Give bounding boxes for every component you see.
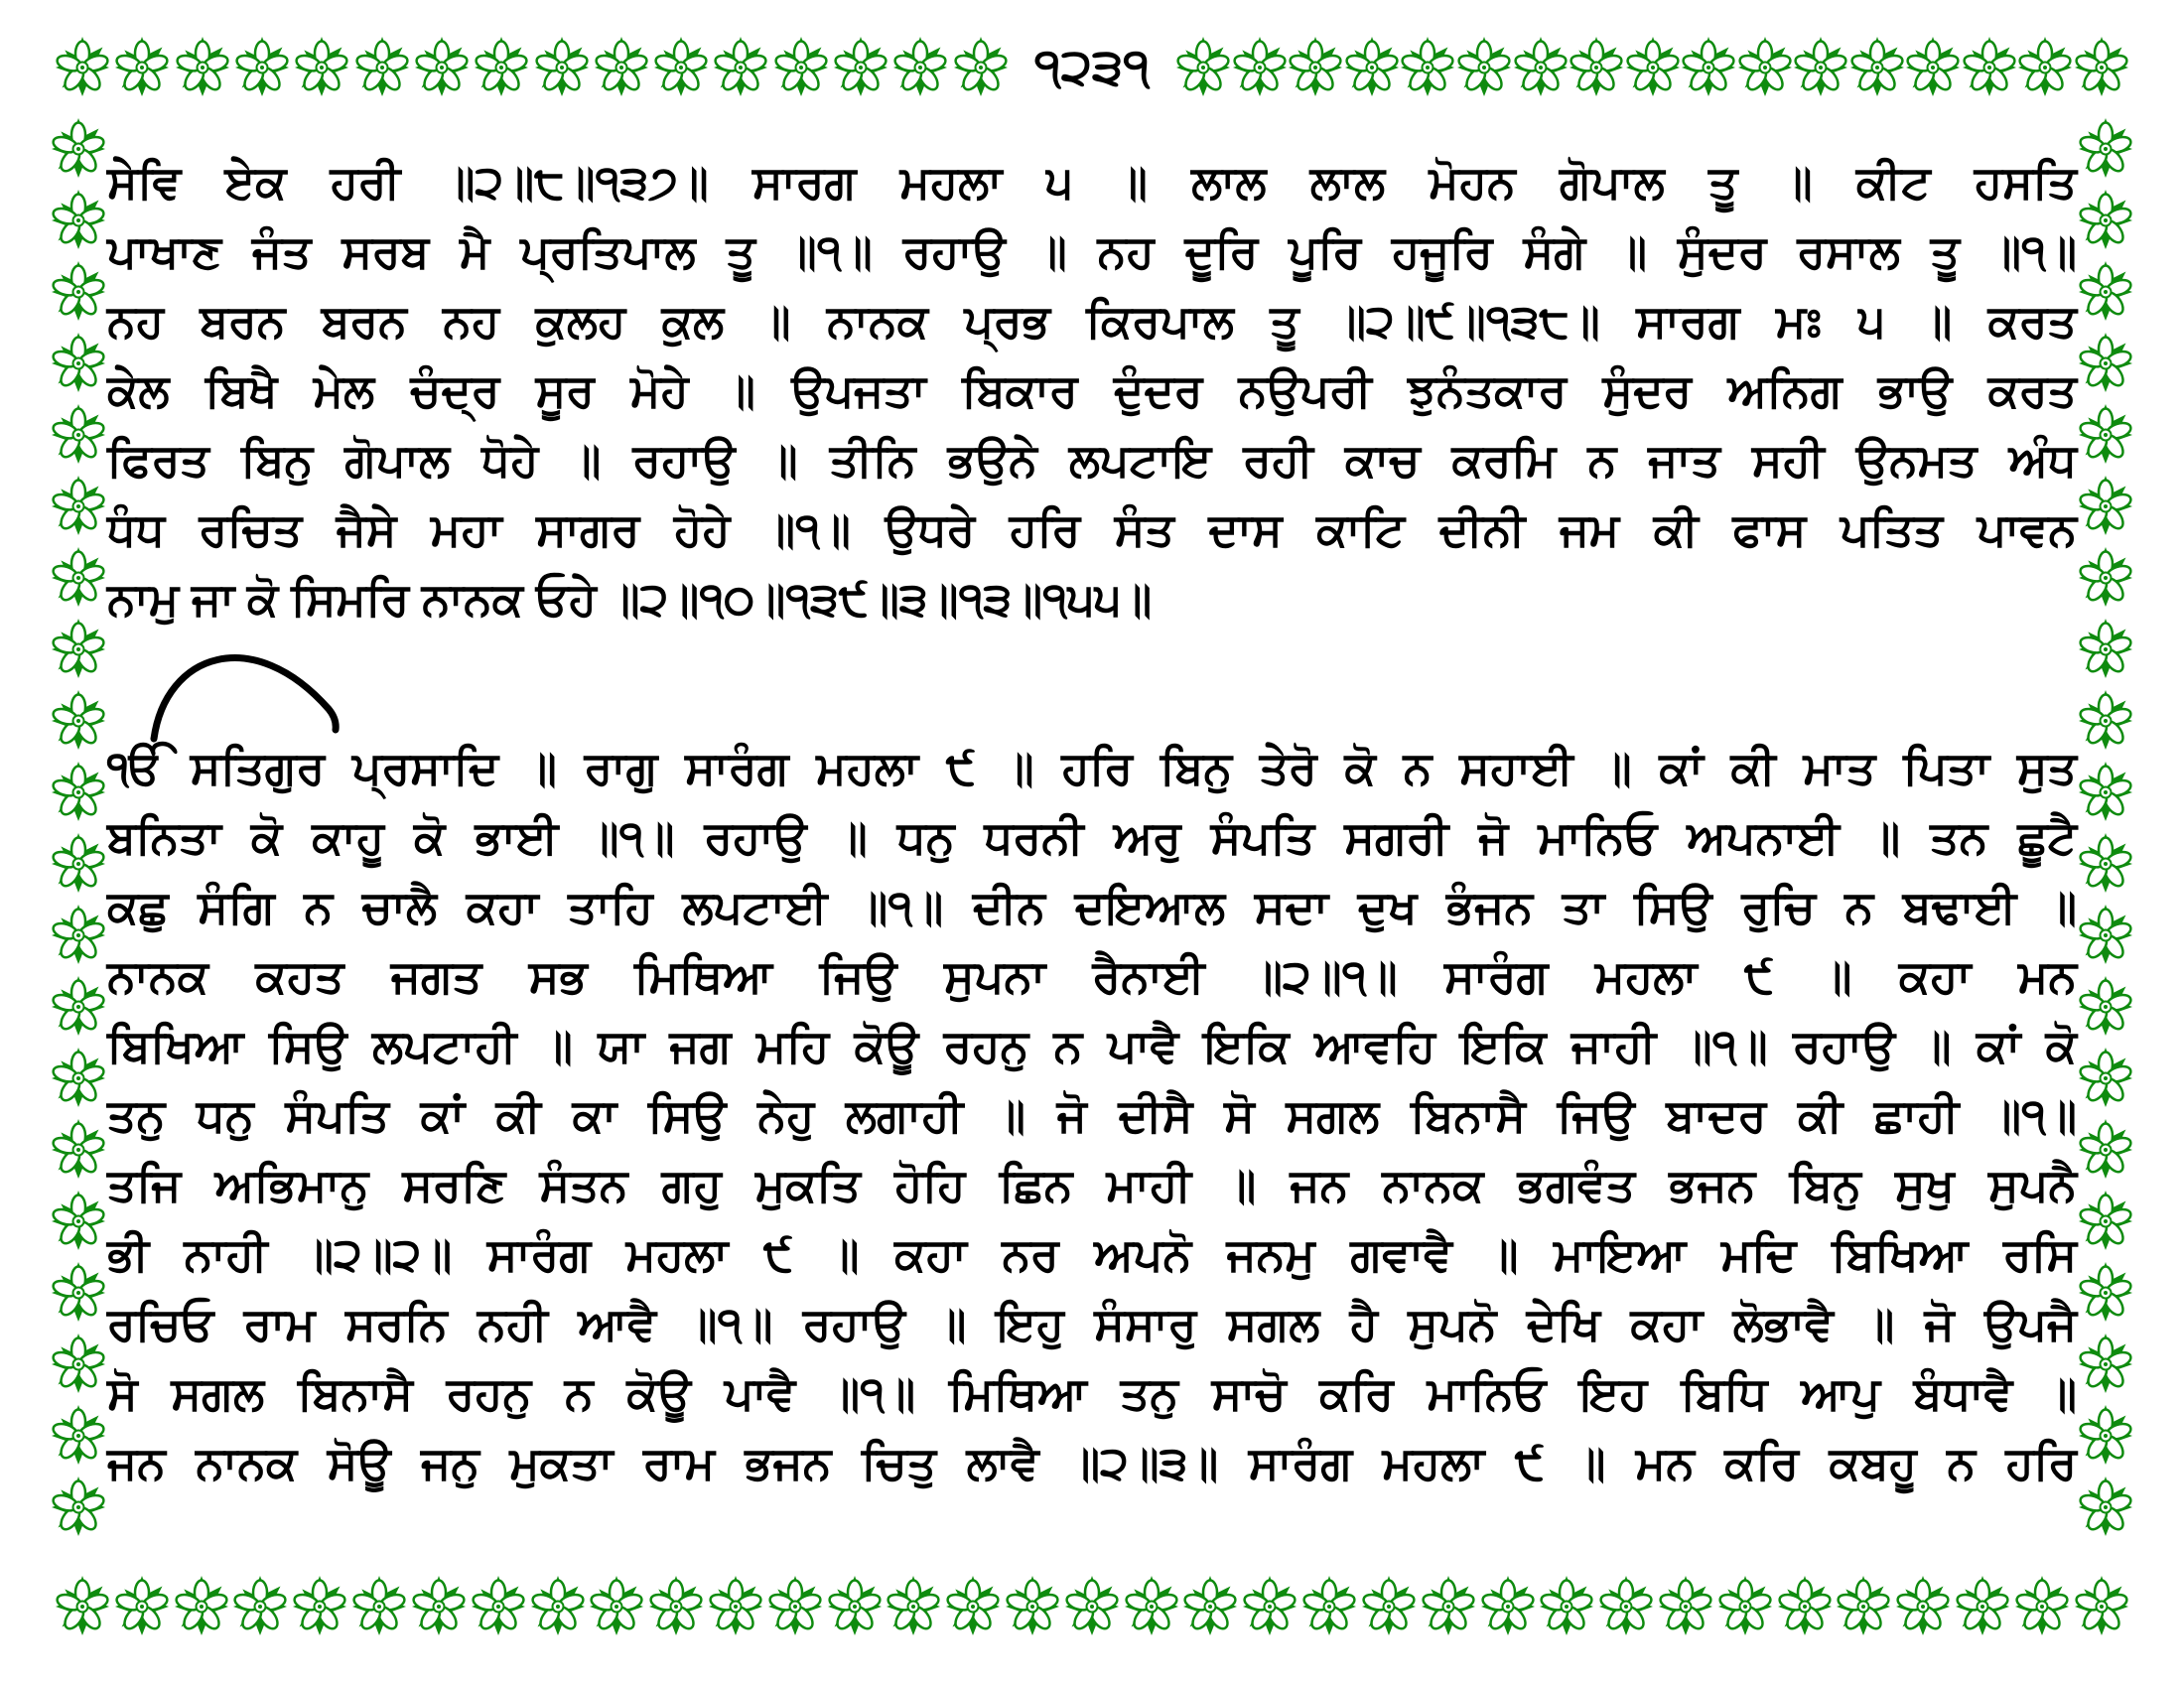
scripture-line: ਕਛੁ ਸੰਗਿ ਨ ਚਾਲੈ ਕਹਾ ਤਾਹਿ ਲਪਟਾਈ ॥੧॥ ਦੀਨ ਦਇਆਲ ਸਦਾ ਦੁਖ ਭੰਜਨ ਤਾ ਸਿਉ ਰੁਚਿ ਨ ਬਢਾਈ ॥ (107, 881, 2077, 932)
flower-ornament-icon (1124, 1575, 1179, 1636)
flower-ornament-icon (1344, 36, 1400, 97)
flower-ornament-icon (1005, 1575, 1060, 1636)
flower-ornament-icon (1301, 1575, 1357, 1636)
flower-ornament-icon (1361, 1575, 1417, 1636)
flower-ornament-icon (51, 1118, 106, 1180)
flower-ornament-icon (55, 36, 110, 97)
flower-ornament-icon (2078, 1333, 2133, 1394)
flower-ornament-icon (51, 904, 106, 965)
flower-ornament-icon (1182, 1575, 1238, 1636)
flower-ornament-icon (292, 1575, 347, 1636)
flower-ornament-icon (1242, 1575, 1297, 1636)
flower-ornament-icon (51, 618, 106, 679)
flower-ornament-icon (1400, 36, 1455, 97)
flower-ornament-icon (1232, 36, 1288, 97)
flower-ornament-icon (2078, 1404, 2133, 1466)
flower-ornament-icon (51, 403, 106, 465)
flower-ornament-icon (232, 1575, 288, 1636)
scripture-line: ਸੇਵਿ ਏਕ ਹਰੀ ॥੨॥੮॥੧੩੭॥ ਸਾਰਗ ਮਹਲਾ ੫ ॥ ਲਾਲ ਲਾਲ ਮੋਹਨ ਗੋਪਾਲ ਤੂ ॥ ਕੀਟ ਹਸਤਿ (107, 156, 2077, 208)
flower-ornament-icon (833, 36, 888, 97)
scripture-text (107, 147, 2077, 1497)
flower-ornament-icon (2078, 1261, 2133, 1323)
flower-ornament-icon (534, 36, 590, 97)
flower-ornament-icon (2078, 689, 2133, 751)
flower-ornament-icon (51, 1047, 106, 1108)
flower-ornament-icon (827, 1575, 883, 1636)
border-top (55, 36, 2129, 97)
scripture-line: ਰਚਿਓ ਰਾਮ ਸਰਨਿ ਨਹੀ ਆਵੈ ॥੧॥ ਰਹਾਉ ॥ ਇਹੁ ਸੰਸਾਰੁ ਸਗਲ ਹੈ ਸੁਪਨੋ ਦੇਖਿ ਕਹਾ ਲੋਭਾਵੈ ॥ ਜੋ ਉਪਜੈ (107, 1298, 2077, 1349)
scripture-line: ਫਿਰਤ ਬਿਨੁ ਗੋਪਾਲ ਧੋਹੇ ॥ ਰਹਾਉ ॥ ਤੀਨਿ ਭਉਨੇ ਲਪਟਾਇ ਰਹੀ ਕਾਚ ਕਰਮਿ ਨ ਜਾਤ ਸਹੀ ਉਨਮਤ ਅੰਧ (107, 434, 2077, 486)
flower-ornament-icon (1064, 1575, 1120, 1636)
flower-ornament-icon (51, 761, 106, 822)
flower-ornament-icon (51, 117, 106, 179)
scripture-line: ਸੋ ਸਗਲ ਬਿਨਾਸੈ ਰਹਨੁ ਨ ਕੋਊ ਪਾਵੈ ॥੧॥ ਮਿਥਿਆ ਤਨੁ ਸਾਚੋ ਕਰਿ ਮਾਨਿਓ ਇਹ ਬਿਧਿ ਆਪੁ ਬੰਧਾਵੈ ॥ (107, 1367, 2077, 1419)
flower-ornament-icon (2017, 36, 2073, 97)
flower-ornament-icon (1569, 36, 1624, 97)
flower-ornament-icon (51, 260, 106, 322)
flower-ornament-icon (2078, 260, 2133, 322)
scripture-line: ਕੇਲ ਬਿਖੈ ਮੇਲ ਚੰਦ੍ਰ ਸੂਰ ਮੋਹੇ ॥ ਉਪਜਤਾ ਬਿਕਾਰ ਦੁੰਦਰ ਨਉਪਰੀ ਝੁਨੰਤਕਾਰ ਸੁੰਦਰ ਅਨਿਗ ਭਾਉ ਕਰਤ (107, 364, 2077, 416)
flower-ornament-icon (708, 1575, 763, 1636)
flower-ornament-icon (51, 975, 106, 1037)
flower-ornament-icon (51, 475, 106, 536)
flower-ornament-icon (51, 689, 106, 751)
flower-ornament-icon (51, 832, 106, 894)
flower-ornament-icon (530, 1575, 586, 1636)
flower-ornament-icon (2078, 618, 2133, 679)
flower-ornament-icon (2078, 117, 2133, 179)
flower-ornament-icon (1288, 36, 1343, 97)
flower-ornament-icon (474, 36, 529, 97)
flower-ornament-icon (2078, 904, 2133, 965)
flower-ornament-icon (2078, 189, 2133, 250)
flower-ornament-icon (1681, 36, 1736, 97)
flower-ornament-icon (2014, 1575, 2070, 1636)
flower-ornament-icon (2078, 1476, 2133, 1537)
flower-ornament-icon (114, 36, 170, 97)
flower-ornament-icon (1421, 1575, 1476, 1636)
flower-ornament-icon (1658, 1575, 1713, 1636)
flower-ornament-icon (294, 36, 349, 97)
flower-ornament-icon (2078, 475, 2133, 536)
flower-ornament-icon (1737, 36, 1793, 97)
flower-ornament-icon (2074, 1575, 2129, 1636)
flower-ornament-icon (411, 1575, 467, 1636)
flower-ornament-icon (1849, 36, 1905, 97)
page-number: ੧੨੩੧ (1033, 39, 1151, 94)
flower-ornament-icon (51, 1261, 106, 1323)
flower-ornament-icon (51, 546, 106, 608)
flower-ornament-icon (594, 36, 649, 97)
flower-ornament-icon (351, 1575, 407, 1636)
scripture-line: ੴ ਸਤਿਗੁਰ ਪ੍ਰਸਾਦਿ ॥ ਰਾਗੁ ਸਾਰੰਗ ਮਹਲਾ ੯ ॥ ਹਰਿ ਬਿਨੁ ਤੇਰੋ ਕੋ ਨ ਸਹਾਈ ॥ ਕਾਂ ਕੀ ਮਾਤ ਪਿਤਾ ਸੁਤ (107, 742, 2077, 793)
flower-ornament-icon (2078, 332, 2133, 393)
flower-ornament-icon (1962, 36, 2017, 97)
flower-ornament-icon (2078, 975, 2133, 1037)
flower-ornament-icon (1777, 1575, 1833, 1636)
flower-ornament-icon (114, 1575, 170, 1636)
scripture-line: ਤਜਿ ਅਭਿਮਾਨੁ ਸਰਣਿ ਸੰਤਨ ਗਹੁ ਮੁਕਤਿ ਹੋਹਿ ਛਿਨ ਮਾਹੀ ॥ ਜਨ ਨਾਨਕ ਭਗਵੰਤ ਭਜਨ ਬਿਨੁ ਸੁਖੁ ਸੁਪਨੈ (107, 1159, 2077, 1210)
border-bottom (55, 1575, 2129, 1636)
flower-ornament-icon (1905, 36, 1961, 97)
flower-ornament-icon (175, 36, 230, 97)
flower-ornament-icon (2078, 546, 2133, 608)
flower-ornament-icon (414, 36, 470, 97)
border-right (2077, 117, 2134, 1537)
flower-ornament-icon (234, 36, 290, 97)
flower-ornament-icon (2078, 1047, 2133, 1108)
scripture-line: ਜਨ ਨਾਨਕ ਸੋਊ ਜਨੁ ਮੁਕਤਾ ਰਾਮ ਭਜਨ ਚਿਤੁ ਲਾਵੈ ॥੨॥੩॥ ਸਾਰੰਗ ਮਹਲਾ ੯ ॥ ਮਨ ਕਰਿ ਕਬਹੂ ਨ ਹਰਿ (107, 1437, 2077, 1488)
flower-ornament-icon (2074, 36, 2129, 97)
shabad-paragraph-2 (107, 733, 2077, 1497)
flower-ornament-icon (354, 36, 410, 97)
flower-ornament-icon (1836, 1575, 1891, 1636)
flower-ornament-icon (1456, 36, 1512, 97)
flower-ornament-icon (51, 332, 106, 393)
flower-ornament-icon (767, 1575, 823, 1636)
flower-ornament-icon (1955, 1575, 2010, 1636)
flower-ornament-icon (1539, 1575, 1594, 1636)
border-left (50, 117, 107, 1537)
flower-ornament-icon (51, 1404, 106, 1466)
flower-ornament-icon (174, 1575, 229, 1636)
flower-ornament-icon (2078, 1118, 2133, 1180)
flower-ornament-icon (2078, 1190, 2133, 1251)
flower-ornament-icon (1175, 36, 1231, 97)
scripture-line: ਪਾਖਾਣ ਜੰਤ ਸਰਬ ਮੈ ਪ੍ਰਤਿਪਾਲ ਤੂ ॥੧॥ ਰਹਾਉ ॥ ਨਹ ਦੂਰਿ ਪੂਰਿ ਹਜੂਰਿ ਸੰਗੇ ॥ ਸੁੰਦਰ ਰਸਾਲ ਤੂ ॥੧॥ (107, 225, 2077, 277)
flower-ornament-icon (1793, 36, 1848, 97)
flower-ornament-icon (51, 189, 106, 250)
scripture-line: ਬਨਿਤਾ ਕੋ ਕਾਹੂ ਕੋ ਭਾਈ ॥੧॥ ਰਹਾਉ ॥ ਧਨੁ ਧਰਨੀ ਅਰੁ ਸੰਪਤਿ ਸਗਰੀ ਜੋ ਮਾਨਿਓ ਅਪਨਾਈ ॥ ਤਨ ਛੂਟੈ (107, 811, 2077, 863)
flower-ornament-icon (2078, 403, 2133, 465)
flower-ornament-icon (945, 1575, 1001, 1636)
flower-ornament-icon (1513, 36, 1569, 97)
flower-ornament-icon (2078, 761, 2133, 822)
flower-ornament-icon (589, 1575, 644, 1636)
scripture-line: ਨਾਨਕ ਕਹਤ ਜਗਤ ਸਭ ਮਿਥਿਆ ਜਿਉ ਸੁਪਨਾ ਰੈਨਾਈ ॥੨॥੧॥ ਸਾਰੰਗ ਮਹਲਾ ੯ ॥ ਕਹਾ ਮਨ (107, 950, 2077, 1002)
flower-ornament-icon (51, 1476, 106, 1537)
flower-ornament-icon (653, 36, 709, 97)
flower-ornament-icon (471, 1575, 526, 1636)
flower-ornament-icon (51, 1190, 106, 1251)
scripture-line: ਤਨੁ ਧਨੁ ਸੰਪਤਿ ਕਾਂ ਕੀ ਕਾ ਸਿਉ ਨੇਹੁ ਲਗਾਹੀ ॥ ਜੋ ਦੀਸੈ ਸੋ ਸਗਲ ਬਿਨਾਸੈ ਜਿਉ ਬਾਦਰ ਕੀ ਛਾਹੀ ॥੧॥ (107, 1089, 2077, 1141)
border-top-left-run (55, 36, 1009, 97)
flower-ornament-icon (1717, 1575, 1773, 1636)
flower-ornament-icon (1598, 1575, 1654, 1636)
flower-ornament-icon (648, 1575, 704, 1636)
flower-ornament-icon (953, 36, 1009, 97)
shabad-paragraph-1 (107, 147, 2077, 633)
flower-ornament-icon (51, 1333, 106, 1394)
flower-ornament-icon (892, 36, 948, 97)
flower-ornament-icon (713, 36, 768, 97)
scripture-line: ਨਾਮੁ ਜਾ ਕੋ ਸਿਮਰਿ ਨਾਨਕ ਓਹੇ ॥੨॥੧੦॥੧੩੯॥੩॥੧੩॥੧੫੫॥ (107, 573, 1153, 625)
scripture-line: ਨਹ ਬਰਨ ਬਰਨ ਨਹ ਕੁਲਹ ਕੁਲ ॥ ਨਾਨਕ ਪ੍ਰਭ ਕਿਰਪਾਲ ਤੂ ॥੨॥੯॥੧੩੮॥ ਸਾਰਗ ਮਃ ੫ ॥ ਕਰਤ (107, 295, 2077, 347)
scripture-line: ਬਿਖਿਆ ਸਿਉ ਲਪਟਾਹੀ ॥ ਯਾ ਜਗ ਮਹਿ ਕੋਊ ਰਹਨੁ ਨ ਪਾਵੈ ਇਕਿ ਆਵਹਿ ਇਕਿ ਜਾਹੀ ॥੧॥ ਰਹਾਉ ॥ ਕਾਂ ਕੋ (107, 1020, 2077, 1071)
flower-ornament-icon (55, 1575, 110, 1636)
flower-ornament-icon (886, 1575, 941, 1636)
scripture-line: ਧੰਧ ਰਚਿਤ ਜੈਸੇ ਮਹਾ ਸਾਗਰ ਹੋਹੇ ॥੧॥ ਉਧਰੇ ਹਰਿ ਸੰਤ ਦਾਸ ਕਾਟਿ ਦੀਨੀ ਜਮ ਕੀ ਫਾਸ ਪਤਿਤ ਪਾਵਨ (107, 503, 2077, 555)
flower-ornament-icon (1480, 1575, 1536, 1636)
flower-ornament-icon (2078, 832, 2133, 894)
flower-ornament-icon (1895, 1575, 1951, 1636)
border-top-right-run (1175, 36, 2129, 97)
flower-ornament-icon (1625, 36, 1681, 97)
scripture-line: ਭੀ ਨਾਹੀ ॥੨॥੨॥ ਸਾਰੰਗ ਮਹਲਾ ੯ ॥ ਕਹਾ ਨਰ ਅਪਨੋ ਜਨਮੁ ਗਵਾਵੈ ॥ ਮਾਇਆ ਮਦਿ ਬਿਖਿਆ ਰਸਿ (107, 1228, 2077, 1280)
flower-ornament-icon (773, 36, 829, 97)
